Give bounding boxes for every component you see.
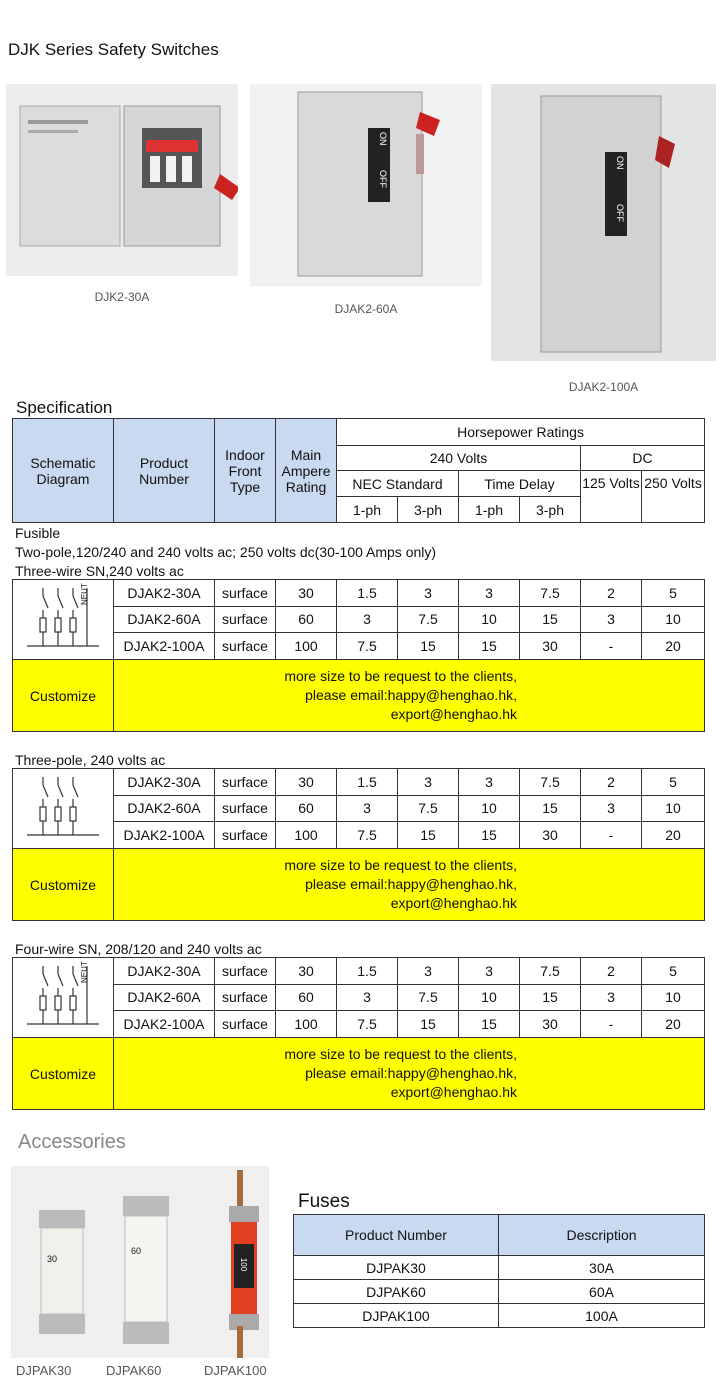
header-time-delay: Time Delay (459, 471, 581, 497)
spec-cell: 7.5 (398, 984, 459, 1011)
fuses-header-product: Product Number (294, 1215, 499, 1256)
accessory-caption: DJPAK100 (204, 1363, 267, 1378)
schematic-icon (13, 580, 113, 656)
spec-cell: 20 (642, 1011, 705, 1038)
spec-cell: 20 (642, 822, 705, 849)
product-number-cell: DJAK2-60A (114, 795, 215, 822)
product-caption: DJK2-30A (94, 290, 150, 304)
spec-header-table (12, 418, 705, 523)
spec-cell: surface (215, 822, 276, 849)
spec-cell: 2 (581, 958, 642, 985)
spec-cell: 7.5 (398, 606, 459, 633)
header-schematic: Schematic Diagram (13, 419, 114, 523)
spec-cell: 10 (459, 606, 520, 633)
header-1ph: 1-ph (459, 497, 520, 523)
spec-cell: 15 (398, 633, 459, 660)
customize-note-line: please email:happy@henghao.hk, (305, 876, 517, 892)
fuse-product: DJPAK60 (294, 1280, 499, 1304)
spec-cell: surface (215, 633, 276, 660)
schematic-icon (13, 769, 113, 845)
spec-cell: 5 (642, 769, 705, 796)
spec-cell: 100 (276, 1011, 337, 1038)
schematic-diagram (13, 769, 114, 849)
spec-cell: 60 (276, 984, 337, 1011)
customize-note-line: more size to be request to the clients, (284, 668, 517, 684)
spec-cell: 30 (276, 769, 337, 796)
customize-note-line: please email:happy@henghao.hk, (305, 1065, 517, 1081)
spec-cell: 3 (459, 580, 520, 607)
customize-note-line: export@henghao.hk (390, 1084, 517, 1100)
spec-cell: - (581, 633, 642, 660)
fusible-label: Fusible (15, 525, 61, 541)
spec-cell: 15 (520, 606, 581, 633)
spec-cell: 3 (398, 958, 459, 985)
spec-cell: surface (215, 769, 276, 796)
spec-cell: 100 (276, 633, 337, 660)
neut-label: NEUT (80, 961, 89, 983)
product-number-cell: DJAK2-30A (114, 958, 215, 985)
customize-note (114, 660, 705, 732)
spec-cell: surface (215, 580, 276, 607)
spec-cell: surface (215, 606, 276, 633)
switch-on-label: ON (378, 132, 388, 146)
spec-cell: 3 (581, 984, 642, 1011)
fuse-description: 100A (499, 1304, 705, 1328)
spec-cell: 7.5 (520, 580, 581, 607)
customize-note-line: please email:happy@henghao.hk, (305, 687, 517, 703)
section-label: Three-wire SN,240 volts ac (15, 563, 184, 579)
fuses-header-description: Description (499, 1215, 705, 1256)
product-photo-djak2-100a (491, 84, 716, 361)
product-number-cell: DJAK2-100A (114, 1011, 215, 1038)
header-product: Product Number (114, 419, 215, 523)
spec-cell: 5 (642, 958, 705, 985)
switch-off-label: OFF (378, 170, 388, 188)
section-label: Four-wire SN, 208/120 and 240 volts ac (15, 941, 262, 957)
product-caption: DJAK2-60A (334, 302, 398, 316)
spec-cell: 7.5 (337, 1011, 398, 1038)
spec-cell: 15 (459, 1011, 520, 1038)
spec-cell: 5 (642, 580, 705, 607)
header-125v-label: 125 Volts (582, 475, 640, 491)
customize-note-line: export@henghao.hk (390, 706, 517, 722)
customize-note (114, 1038, 705, 1110)
fuse-label: 100 (239, 1257, 249, 1272)
spec-cell: 3 (398, 580, 459, 607)
spec-cell: 15 (459, 633, 520, 660)
header-250v (642, 471, 705, 523)
spec-cell: 10 (642, 795, 705, 822)
spec-cell: 100 (276, 822, 337, 849)
spec-cell: 15 (520, 984, 581, 1011)
accessory-caption: DJPAK60 (106, 1363, 162, 1378)
closed-switch-illustration (250, 84, 482, 286)
spec-cell: 30 (276, 580, 337, 607)
spec-cell: 3 (459, 769, 520, 796)
product-number-cell: DJAK2-60A (114, 606, 215, 633)
spec-cell: 7.5 (520, 769, 581, 796)
spec-cell: 7.5 (337, 633, 398, 660)
header-indoor: Indoor Front Type (215, 419, 276, 523)
spec-cell: 2 (581, 769, 642, 796)
spec-cell: surface (215, 984, 276, 1011)
product-number-cell: DJAK2-100A (114, 822, 215, 849)
schematic-diagram (13, 580, 114, 660)
accessories-title: Accessories (18, 1131, 126, 1153)
spec-cell: 30 (520, 822, 581, 849)
product-number-cell: DJAK2-30A (114, 769, 215, 796)
header-1ph: 1-ph (337, 497, 398, 523)
fusible-note: Two-pole,120/240 and 240 volts ac; 250 volts dc(30-100 Amps only) (15, 544, 437, 560)
customize-note-line: more size to be request to the clients, (284, 857, 517, 873)
spec-cell: surface (215, 958, 276, 985)
schematic-icon (13, 958, 113, 1034)
fuse-label: 60 (131, 1246, 142, 1256)
page-title: DJK Series Safety Switches (8, 40, 219, 59)
product-photo-djk2-30a (6, 84, 238, 276)
header-hp: Horsepower Ratings (337, 419, 705, 446)
fuse-description: 60A (499, 1280, 705, 1304)
header-240v: 240 Volts (337, 446, 581, 471)
spec-cell: 7.5 (520, 958, 581, 985)
customize-label: Customize (13, 660, 114, 732)
spec-cell: 10 (642, 984, 705, 1011)
spec-cell: 1.5 (337, 769, 398, 796)
header-3ph: 3-ph (398, 497, 459, 523)
spec-cell: 1.5 (337, 580, 398, 607)
accessory-caption: DJPAK30 (16, 1363, 72, 1378)
spec-cell: 3 (398, 769, 459, 796)
spec-cell: 3 (581, 795, 642, 822)
header-dc: DC (581, 446, 705, 471)
spec-cell: surface (215, 795, 276, 822)
header-nec: NEC Standard (337, 471, 459, 497)
spec-cell: 3 (337, 606, 398, 633)
fuses-table (293, 1214, 705, 1328)
switch-off-label: OFF (615, 204, 625, 222)
schematic-diagram (13, 958, 114, 1038)
spec-cell: 60 (276, 795, 337, 822)
closed-switch-illustration-large (491, 84, 716, 361)
spec-cell: surface (215, 1011, 276, 1038)
customize-label: Customize (13, 849, 114, 921)
fuses-title: Fuses (298, 1191, 350, 1212)
spec-cell: - (581, 822, 642, 849)
product-caption: DJAK2-100A (568, 380, 639, 394)
product-number-cell: DJAK2-60A (114, 984, 215, 1011)
spec-cell: 15 (459, 822, 520, 849)
fuse-product: DJPAK100 (294, 1304, 499, 1328)
spec-cell: 30 (520, 633, 581, 660)
spec-cell: 10 (459, 984, 520, 1011)
customize-label: Customize (13, 1038, 114, 1110)
fuse-description: 30A (499, 1256, 705, 1280)
customize-note-line: export@henghao.hk (390, 895, 517, 911)
product-number-cell: DJAK2-30A (114, 580, 215, 607)
spec-cell: 30 (520, 1011, 581, 1038)
section-label: Three-pole, 240 volts ac (15, 752, 166, 768)
spec-cell: 30 (276, 958, 337, 985)
spec-cell: 20 (642, 633, 705, 660)
spec-cell: 3 (337, 795, 398, 822)
spec-cell: 15 (520, 795, 581, 822)
neut-label: NEUT (80, 583, 89, 605)
open-switch-illustration (6, 84, 238, 276)
spec-cell: 10 (459, 795, 520, 822)
spec-cell: 7.5 (398, 795, 459, 822)
header-125v (581, 471, 642, 523)
spec-cell: 15 (398, 1011, 459, 1038)
spec-cell: 60 (276, 606, 337, 633)
spec-section-table (12, 768, 705, 921)
spec-cell: 10 (642, 606, 705, 633)
spec-cell: 1.5 (337, 958, 398, 985)
spec-cell: - (581, 1011, 642, 1038)
customize-note (114, 849, 705, 921)
product-photo-djak2-60a (250, 84, 482, 286)
fuse-product: DJPAK30 (294, 1256, 499, 1280)
header-3ph: 3-ph (520, 497, 581, 523)
fuse-label: 30 (47, 1254, 58, 1264)
spec-cell: 15 (398, 822, 459, 849)
spec-cell: 7.5 (337, 822, 398, 849)
specification-title: Specification (16, 398, 113, 417)
switch-on-label: ON (615, 156, 625, 170)
spec-cell: 3 (337, 984, 398, 1011)
spec-section-table (12, 579, 705, 732)
spec-section-table (12, 957, 705, 1110)
spec-cell: 2 (581, 580, 642, 607)
header-250v-label: 250 Volts (644, 475, 702, 491)
product-number-cell: DJAK2-100A (114, 633, 215, 660)
customize-note-line: more size to be request to the clients, (284, 1046, 517, 1062)
accessories-photo (11, 1166, 269, 1358)
spec-cell: 3 (581, 606, 642, 633)
spec-cell: 3 (459, 958, 520, 985)
header-main: Main Ampere Rating (276, 419, 337, 523)
